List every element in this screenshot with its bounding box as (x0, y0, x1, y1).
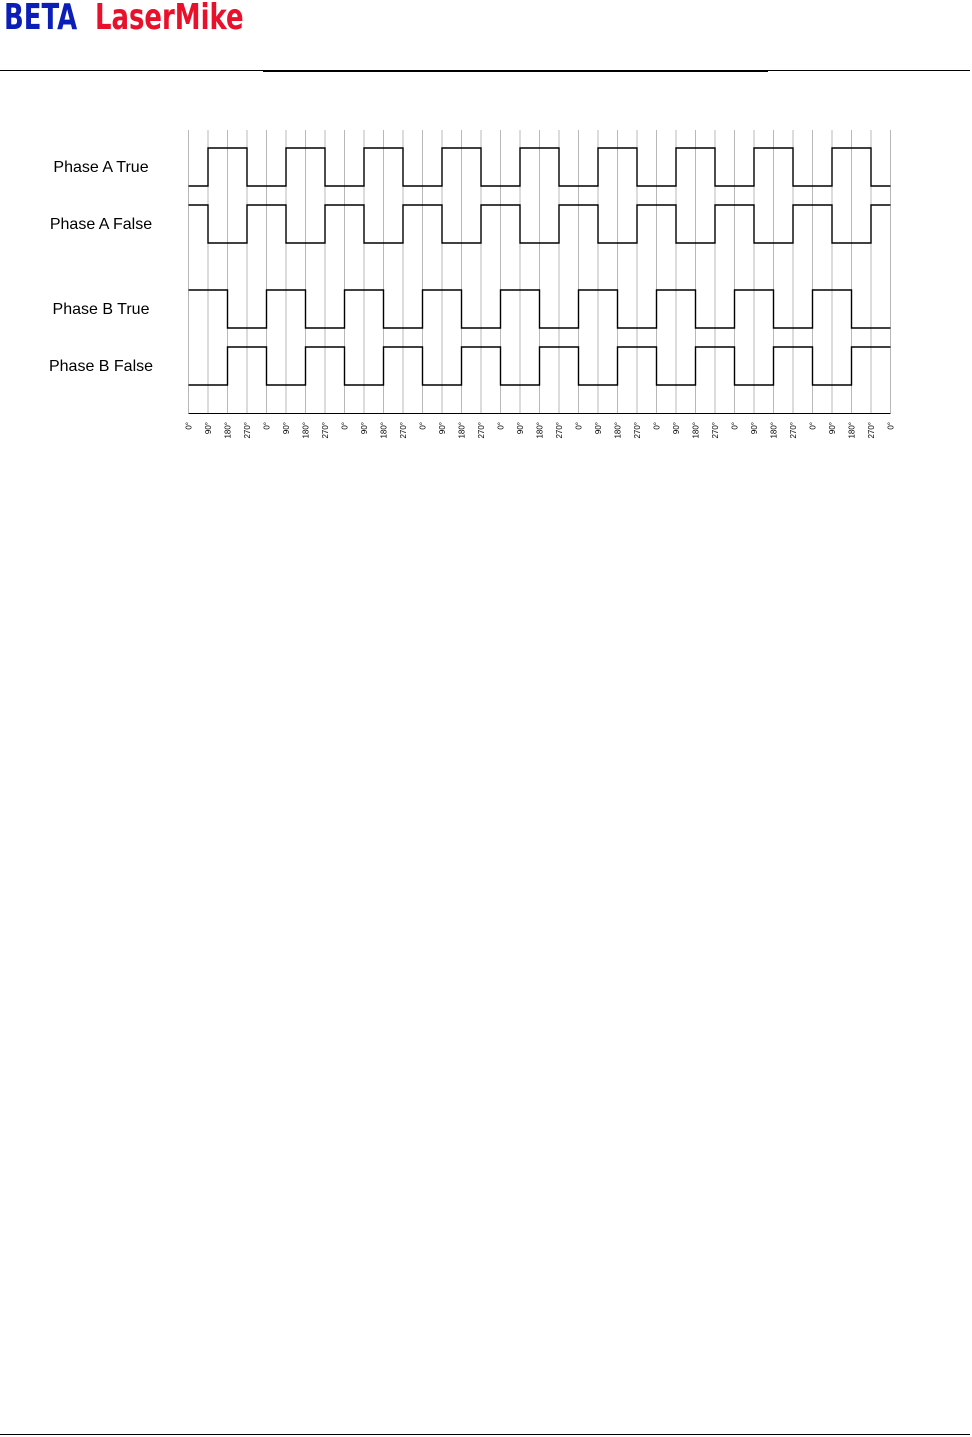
phase-tick-label: 270° (633, 422, 642, 439)
signal-label-phase-a-true: Phase A True (53, 159, 149, 176)
phase-tick-label: 180° (379, 422, 389, 439)
phase-tick-labels (185, 422, 896, 439)
phase-tick-label: 0° (886, 422, 896, 430)
phase-tick-label: 90° (672, 422, 681, 435)
phase-tick-label: 0° (262, 422, 272, 430)
phase-tick-label: 90° (750, 422, 759, 435)
phase-tick-label: 90° (438, 422, 447, 435)
phase-tick-label: 180° (457, 422, 467, 439)
phase-tick-label: 270° (321, 422, 330, 439)
phase-tick-label: 270° (243, 422, 252, 439)
phase-tick-label: 90° (594, 422, 603, 435)
phase-tick-label: 270° (555, 422, 564, 439)
phase-tick-label: 0° (184, 422, 194, 430)
phase-tick-label: 180° (535, 422, 545, 439)
phase-tick-label: 0° (574, 422, 584, 430)
phase-tick-label: 270° (789, 422, 798, 439)
phase-tick-label: 180° (769, 422, 779, 439)
signal-label-phase-a-false: Phase A False (49, 216, 153, 233)
phase-tick-label: 90° (360, 422, 369, 435)
logo-beta: BETA (4, 0, 78, 38)
phase-tick-label: 0° (808, 422, 818, 430)
footer-rule (0, 1434, 970, 1435)
phase-tick-label: 180° (847, 422, 857, 439)
phase-tick-label: 180° (223, 422, 233, 439)
signal-label-phase-b-true: Phase B True (52, 301, 150, 318)
waveform-phase-b-false (189, 347, 891, 385)
phase-tick-label: 90° (516, 422, 525, 435)
phase-tick-label: 270° (867, 422, 876, 439)
phase-tick-label: 90° (828, 422, 837, 435)
phase-tick-label: 0° (340, 422, 350, 430)
phase-tick-label: 180° (613, 422, 623, 439)
quadrature-timing-diagram (0, 120, 972, 450)
phase-tick-label: 0° (730, 422, 740, 430)
phase-tick-label: 0° (418, 422, 428, 430)
logo-lasermike: LaserMike (95, 0, 244, 38)
phase-tick-label: 0° (652, 422, 662, 430)
phase-tick-label: 180° (301, 422, 311, 439)
phase-tick-label: 270° (711, 422, 720, 439)
signal-labels (49, 159, 153, 375)
header-rule-accent (263, 70, 768, 72)
phase-tick-label: 270° (399, 422, 408, 439)
waveform-phase-b-true (189, 290, 891, 328)
phase-tick-label: 270° (477, 422, 486, 439)
signal-label-phase-b-false: Phase B False (48, 358, 154, 375)
phase-tick-label: 90° (204, 422, 213, 435)
phase-tick-label: 90° (282, 422, 291, 435)
phase-tick-label: 180° (691, 422, 701, 439)
phase-tick-label: 0° (496, 422, 506, 430)
